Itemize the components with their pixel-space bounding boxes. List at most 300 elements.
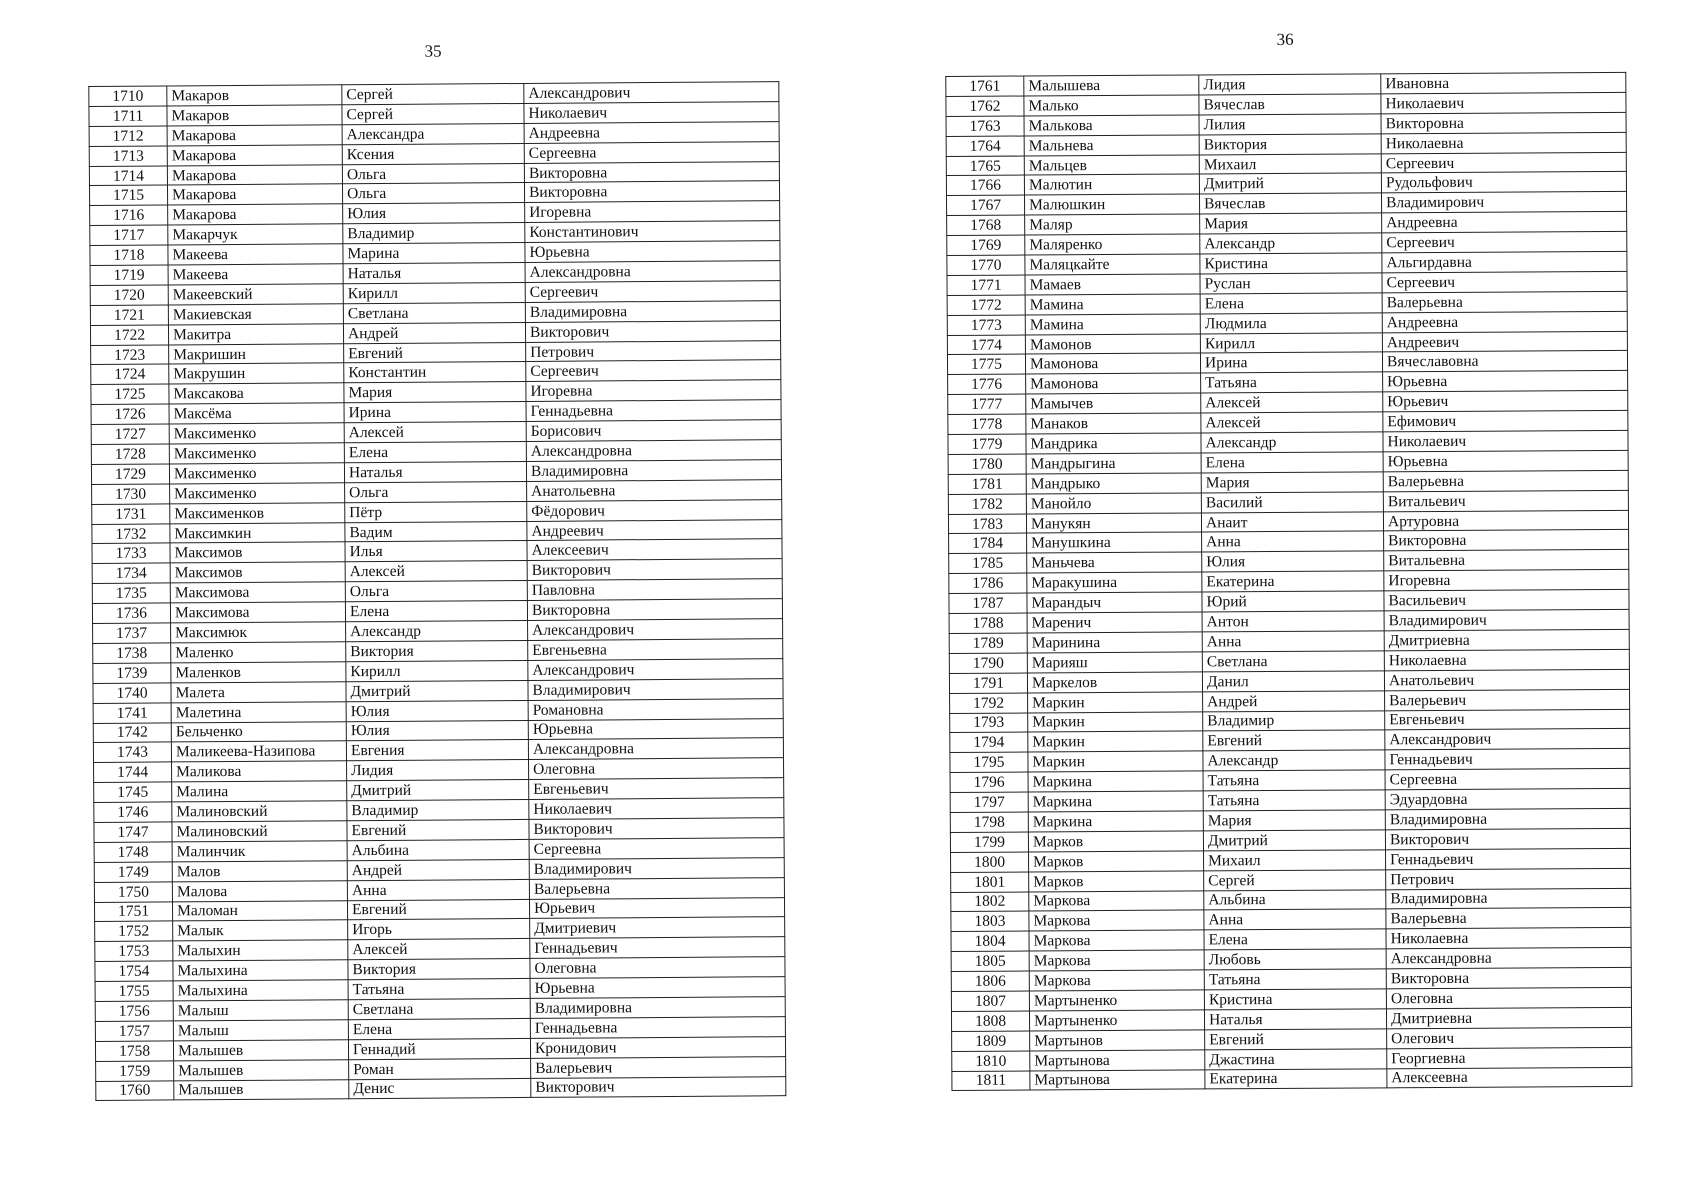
row-number-cell: 1795 (950, 752, 1028, 772)
row-number-cell: 1732 (92, 524, 170, 544)
surname-cell: Малыхина (173, 960, 348, 981)
page-left (88, 39, 785, 1101)
row-number-cell: 1780 (948, 454, 1026, 474)
patronymic-cell: Александрович (1385, 729, 1630, 750)
row-number-cell: 1800 (951, 852, 1029, 872)
surname-cell: Малышев (173, 1039, 348, 1060)
given-name-cell: Сергей (342, 103, 524, 124)
patronymic-cell: Валерьевна (1383, 470, 1628, 491)
row-number-cell: 1793 (950, 713, 1028, 733)
given-name-cell: Ирина (1200, 352, 1382, 373)
given-name-cell: Мария (1200, 213, 1382, 234)
row-number-cell: 1804 (951, 931, 1029, 951)
patronymic-cell: Романовна (528, 698, 783, 720)
patronymic-cell: Геннадьевич (530, 937, 785, 959)
row-number-cell: 1714 (89, 166, 167, 186)
surname-cell: Маньчева (1027, 552, 1202, 573)
row-number-cell: 1736 (92, 603, 170, 623)
patronymic-cell: Валерьевна (1382, 291, 1627, 312)
given-name-cell: Ольга (342, 183, 524, 204)
surname-cell: Маркин (1028, 692, 1203, 713)
row-number-cell: 1725 (91, 384, 169, 404)
surname-cell: Макарова (167, 164, 342, 185)
given-name-cell: Кирилл (1200, 332, 1382, 353)
surname-cell: Манушкина (1027, 532, 1202, 553)
row-number-cell: 1777 (948, 394, 1026, 414)
surname-cell: Макарова (168, 204, 343, 225)
given-name-cell: Елена (1201, 452, 1383, 473)
surname-cell: Маренич (1027, 612, 1202, 633)
given-name-cell: Сергей (1204, 869, 1386, 890)
patronymic-cell: Викторовна (524, 181, 779, 203)
patronymic-cell: Анатольевна (527, 479, 782, 501)
patronymic-cell: Павловна (527, 579, 782, 601)
surname-cell: Маркова (1029, 910, 1204, 931)
patronymic-cell: Геннадьевич (1385, 749, 1630, 770)
surname-cell: Маленко (171, 642, 346, 663)
surname-cell: Максимкин (170, 522, 345, 543)
given-name-cell: Лилия (1199, 114, 1381, 135)
surname-cell: Мамина (1025, 294, 1200, 315)
given-name-cell: Василий (1201, 492, 1383, 513)
given-name-cell: Кирилл (346, 660, 528, 681)
row-number-cell: 1799 (950, 832, 1028, 852)
patronymic-cell: Викторович (529, 818, 784, 840)
surname-cell: Малиновский (172, 801, 347, 822)
surname-cell: Максименко (169, 423, 344, 444)
patronymic-cell: Владимировна (1386, 888, 1631, 909)
patronymic-cell: Геннадьевна (530, 1017, 785, 1039)
row-number-cell: 1762 (946, 96, 1024, 116)
surname-cell: Малышев (174, 1079, 349, 1100)
row-number-cell: 1719 (90, 265, 168, 285)
surname-cell: Мамаев (1025, 274, 1200, 295)
patronymic-cell: Александрович (528, 658, 783, 680)
patronymic-cell: Викторович (1385, 828, 1630, 849)
patronymic-cell: Витальевна (1384, 550, 1629, 571)
row-number-cell: 1755 (95, 981, 173, 1001)
row-number-cell: 1743 (93, 742, 171, 762)
surname-cell: Малыхин (173, 940, 348, 961)
given-name-cell: Виктория (346, 640, 528, 661)
surname-cell: Малинчик (172, 841, 347, 862)
given-name-cell: Денис (349, 1078, 531, 1099)
page-right (945, 28, 1631, 1092)
patronymic-cell: Дмитриевич (530, 917, 785, 939)
surname-cell: Макрушин (169, 363, 344, 384)
row-number-cell: 1744 (94, 762, 172, 782)
surname-cell: Маломан (172, 900, 347, 921)
row-number-cell: 1791 (949, 673, 1027, 693)
surname-cell: Малышев (174, 1059, 349, 1080)
patronymic-cell: Юрьевна (1383, 450, 1628, 471)
row-number-cell: 1811 (952, 1071, 1030, 1091)
surname-cell: Максименко (169, 463, 344, 484)
patronymic-cell: Игоревна (525, 201, 780, 223)
given-name-cell: Юлия (343, 203, 525, 224)
surname-cell: Манукян (1026, 513, 1201, 534)
given-name-cell: Мария (344, 382, 526, 403)
surname-cell: Макитра (168, 323, 343, 344)
patronymic-cell: Андреевна (524, 121, 779, 143)
row-number-cell: 1730 (92, 484, 170, 504)
surname-cell: Марков (1029, 851, 1204, 872)
given-name-cell: Александра (342, 123, 524, 144)
surname-cell: Макарова (167, 125, 342, 146)
patronymic-cell: Александровна (1386, 948, 1631, 969)
given-name-cell: Лидия (347, 760, 529, 781)
patronymic-cell: Олегович (1387, 1027, 1632, 1048)
given-name-cell: Наталья (343, 262, 525, 283)
given-name-cell: Юлия (346, 720, 528, 741)
given-name-cell: Геннадий (348, 1038, 530, 1059)
given-name-cell: Дмитрий (346, 680, 528, 701)
given-name-cell: Алексей (344, 422, 526, 443)
row-number-cell: 1765 (946, 156, 1024, 176)
given-name-cell: Евгений (1205, 1029, 1387, 1050)
surname-cell: Максимюк (171, 622, 346, 643)
given-name-cell: Кирилл (343, 282, 525, 303)
given-name-cell: Виктория (1199, 134, 1381, 155)
given-name-cell: Елена (1200, 293, 1382, 314)
row-number-cell: 1756 (95, 1001, 173, 1021)
given-name-cell: Юрий (1202, 591, 1384, 612)
surname-cell: Малета (171, 681, 346, 702)
given-name-cell: Кристина (1200, 253, 1382, 274)
surname-cell: Мандрика (1026, 433, 1201, 454)
row-number-cell: 1802 (951, 892, 1029, 912)
surname-cell: Маркин (1028, 731, 1203, 752)
given-name-cell: Ольга (342, 163, 524, 184)
given-name-cell: Анна (1202, 631, 1384, 652)
surname-cell: Маркина (1028, 771, 1203, 792)
given-name-cell: Андрей (347, 859, 529, 880)
surname-cell: Мартыненко (1029, 990, 1204, 1011)
row-number-cell: 1763 (946, 116, 1024, 136)
surname-cell: Мамонова (1025, 353, 1200, 374)
row-number-cell: 1737 (93, 623, 171, 643)
row-number-cell: 1713 (89, 146, 167, 166)
given-name-cell: Елена (345, 601, 527, 622)
patronymic-cell: Сергеевич (1382, 231, 1627, 252)
patronymic-cell: Рудольфович (1381, 172, 1626, 193)
row-number-cell: 1754 (95, 961, 173, 981)
given-name-cell: Светлана (348, 998, 530, 1019)
surname-cell: Малыш (173, 1020, 348, 1041)
row-number-cell: 1806 (951, 971, 1029, 991)
patronymic-cell: Александрович (528, 619, 783, 641)
patronymic-cell: Сергеевич (526, 360, 781, 382)
given-name-cell: Дмитрий (1199, 173, 1381, 194)
patronymic-cell: Геннадьевич (1386, 848, 1631, 869)
row-number-cell: 1797 (950, 792, 1028, 812)
patronymic-cell: Владимировна (526, 460, 781, 482)
given-name-cell: Дмитрий (1203, 830, 1385, 851)
row-number-cell: 1784 (949, 533, 1027, 553)
patronymic-cell: Олеговна (1386, 987, 1631, 1008)
row-number-cell: 1731 (92, 504, 170, 524)
given-name-cell: Мария (1201, 472, 1383, 493)
surname-cell: Малькова (1024, 115, 1199, 136)
given-name-cell: Татьяна (348, 979, 530, 1000)
given-name-cell: Альбина (347, 839, 529, 860)
surname-cell: Мальнева (1024, 135, 1199, 156)
surname-cell: Малыхина (173, 980, 348, 1001)
row-number-cell: 1724 (91, 364, 169, 384)
given-name-cell: Татьяна (1201, 372, 1383, 393)
surname-cell: Маликеева-Назипова (171, 741, 346, 762)
surname-cell: Малов (172, 860, 347, 881)
surname-cell: Малык (173, 920, 348, 941)
row-number-cell: 1786 (949, 573, 1027, 593)
patronymic-cell: Владимировна (530, 997, 785, 1019)
surname-cell: Максимова (170, 582, 345, 603)
given-name-cell: Наталья (1204, 1009, 1386, 1030)
patronymic-cell: Викторовна (527, 599, 782, 621)
patronymic-cell: Валерьевна (1386, 908, 1631, 929)
patronymic-cell: Андреевич (1382, 331, 1627, 352)
patronymic-cell: Валерьевич (531, 1056, 786, 1078)
patronymic-cell: Кронидович (530, 1036, 785, 1058)
given-name-cell: Алексей (1201, 412, 1383, 433)
patronymic-cell: Алексеевна (1387, 1067, 1632, 1088)
row-number-cell: 1758 (95, 1041, 173, 1061)
row-number-cell: 1729 (91, 464, 169, 484)
patronymic-cell: Викторовна (1386, 967, 1631, 988)
patronymic-cell: Сергеевич (525, 281, 780, 303)
given-name-cell: Дмитрий (347, 780, 529, 801)
row-number-cell: 1809 (952, 1031, 1030, 1051)
patronymic-cell: Викторович (527, 559, 782, 581)
given-name-cell: Алексей (345, 561, 527, 582)
given-name-cell: Евгений (1203, 730, 1385, 751)
patronymic-cell: Олеговна (530, 957, 785, 979)
row-number-cell: 1796 (950, 772, 1028, 792)
surname-cell: Бельченко (171, 721, 346, 742)
surname-cell: Максимов (170, 542, 345, 563)
row-number-cell: 1716 (90, 205, 168, 225)
surname-cell: Маракушина (1027, 572, 1202, 593)
patronymic-cell: Игоревна (1384, 570, 1629, 591)
given-name-cell: Владимир (343, 223, 525, 244)
given-name-cell: Анна (347, 879, 529, 900)
given-name-cell: Кристина (1204, 989, 1386, 1010)
patronymic-cell: Георгиевна (1387, 1047, 1632, 1068)
given-name-cell: Людмила (1200, 313, 1382, 334)
patronymic-cell: Эдуардовна (1385, 788, 1630, 809)
given-name-cell: Любовь (1204, 949, 1386, 970)
surname-cell: Мальцев (1024, 155, 1199, 176)
surname-cell: Макарова (167, 184, 342, 205)
patronymic-cell: Юрьевич (1383, 391, 1628, 412)
surname-cell: Маленков (171, 662, 346, 683)
surname-cell: Макеева (168, 264, 343, 285)
given-name-cell: Елена (348, 1018, 530, 1039)
row-number-cell: 1801 (951, 872, 1029, 892)
given-name-cell: Вячеслав (1199, 94, 1381, 115)
surname-cell: Марандыч (1027, 592, 1202, 613)
given-name-cell: Мария (1203, 810, 1385, 831)
patronymic-cell: Александрович (524, 82, 779, 104)
given-name-cell: Андрей (343, 322, 525, 343)
patronymic-cell: Владимировна (1385, 808, 1630, 829)
patronymic-cell: Сергеевич (1381, 152, 1626, 173)
surname-cell: Маляр (1025, 214, 1200, 235)
row-number-cell: 1751 (94, 901, 172, 921)
given-name-cell: Наталья (344, 461, 526, 482)
row-number-cell: 1740 (93, 683, 171, 703)
surname-cell: Малина (172, 781, 347, 802)
patronymic-cell: Николаевич (524, 102, 779, 124)
row-number-cell: 1733 (92, 543, 170, 563)
row-number-cell: 1738 (93, 643, 171, 663)
surname-cell: Макаров (167, 105, 342, 126)
row-number-cell: 1779 (948, 434, 1026, 454)
patronymic-cell: Артуровна (1383, 510, 1628, 531)
surname-cell: Мандрыко (1026, 473, 1201, 494)
surname-cell: Мартынова (1030, 1050, 1205, 1071)
patronymic-cell: Юрьевна (525, 241, 780, 263)
row-number-cell: 1750 (94, 882, 172, 902)
given-name-cell: Роман (349, 1058, 531, 1079)
surname-cell: Маркина (1028, 791, 1203, 812)
row-number-cell: 1741 (93, 703, 171, 723)
surname-cell: Мандрыгина (1026, 453, 1201, 474)
row-number-cell: 1718 (90, 245, 168, 265)
given-name-cell: Александр (1203, 750, 1385, 771)
patronymic-cell: Викторовна (524, 161, 779, 183)
patronymic-cell: Владимирович (529, 857, 784, 879)
surname-cell: Макеева (168, 244, 343, 265)
surname-cell: Мартыненко (1029, 1010, 1204, 1031)
given-name-cell: Татьяна (1203, 770, 1385, 791)
given-name-cell: Евгений (347, 899, 529, 920)
surname-cell: Маркова (1029, 890, 1204, 911)
row-number-cell: 1808 (951, 1011, 1029, 1031)
patronymic-cell: Владимирович (1381, 192, 1626, 213)
patronymic-cell: Алексеевич (527, 539, 782, 561)
given-name-cell: Алексей (348, 939, 530, 960)
patronymic-cell: Александровна (525, 261, 780, 283)
given-name-cell: Альбина (1204, 889, 1386, 910)
row-number-cell: 1715 (89, 185, 167, 205)
surname-cell: Малютин (1024, 174, 1199, 195)
patronymic-cell: Николаевна (1381, 132, 1626, 153)
surname-cell: Маринина (1027, 632, 1202, 653)
given-name-cell: Александр (1201, 432, 1383, 453)
surname-cell: Максименко (170, 483, 345, 504)
given-name-cell: Екатерина (1205, 1068, 1387, 1089)
given-name-cell: Елена (1204, 929, 1386, 950)
page-number: 36 (1276, 29, 1294, 49)
surname-cell: Маркова (1029, 970, 1204, 991)
patronymic-cell: Андреевна (1382, 212, 1627, 233)
patronymic-cell: Петрович (526, 340, 781, 362)
patronymic-cell: Дмитриевна (1384, 629, 1629, 650)
row-number-cell: 1764 (946, 136, 1024, 156)
patronymic-cell: Анатольевич (1384, 669, 1629, 690)
given-name-cell: Александр (346, 620, 528, 641)
patronymic-cell: Константинович (525, 221, 780, 243)
row-number-cell: 1723 (91, 345, 169, 365)
patronymic-cell: Ивановна (1381, 72, 1626, 93)
row-number-cell: 1712 (89, 126, 167, 146)
given-name-cell: Сергей (342, 83, 524, 104)
roster-table (88, 81, 786, 1101)
row-number-cell: 1710 (89, 86, 167, 106)
row-number-cell: 1768 (947, 215, 1025, 235)
row-number-cell: 1742 (93, 722, 171, 742)
patronymic-cell: Викторовна (1384, 530, 1629, 551)
patronymic-cell: Евгеньевич (1385, 709, 1630, 730)
given-name-cell: Пётр (345, 501, 527, 522)
given-name-cell: Вячеслав (1199, 193, 1381, 214)
given-name-cell: Евгений (347, 819, 529, 840)
patronymic-cell: Сергеевич (1382, 271, 1627, 292)
given-name-cell: Анаит (1201, 511, 1383, 532)
row-number-cell: 1753 (95, 941, 173, 961)
row-number-cell: 1774 (947, 335, 1025, 355)
row-number-cell: 1789 (949, 633, 1027, 653)
given-name-cell: Екатерина (1202, 571, 1384, 592)
surname-cell: Максименко (169, 443, 344, 464)
patronymic-cell: Николаевич (1381, 92, 1626, 113)
row-number-cell: 1788 (949, 613, 1027, 633)
patronymic-cell: Ефимович (1383, 410, 1628, 431)
row-number-cell: 1803 (951, 911, 1029, 931)
given-name-cell: Ксения (342, 143, 524, 164)
row-number-cell: 1752 (95, 921, 173, 941)
surname-cell: Макришин (169, 343, 344, 364)
row-number-cell: 1782 (948, 494, 1026, 514)
row-number-cell: 1776 (948, 374, 1026, 394)
patronymic-cell: Фёдорович (527, 499, 782, 521)
surname-cell: Манаков (1026, 413, 1201, 434)
row-number-cell: 1766 (946, 175, 1024, 195)
patronymic-cell: Сергеевна (524, 141, 779, 163)
given-name-cell: Владимир (1203, 710, 1385, 731)
given-name-cell: Юлия (346, 700, 528, 721)
given-name-cell: Светлана (343, 302, 525, 323)
surname-cell: Макиевская (168, 304, 343, 325)
row-number-cell: 1770 (947, 255, 1025, 275)
given-name-cell: Андрей (1203, 690, 1385, 711)
row-number-cell: 1769 (947, 235, 1025, 255)
row-number-cell: 1772 (947, 295, 1025, 315)
row-number-cell: 1785 (949, 553, 1027, 573)
row-number-cell: 1810 (952, 1051, 1030, 1071)
surname-cell: Малько (1024, 95, 1199, 116)
row-number-cell: 1735 (92, 583, 170, 603)
surname-cell: Максимов (170, 562, 345, 583)
row-number-cell: 1726 (91, 404, 169, 424)
row-number-cell: 1794 (950, 732, 1028, 752)
row-number-cell: 1759 (96, 1061, 174, 1081)
row-number-cell: 1787 (949, 593, 1027, 613)
surname-cell: Манойло (1026, 493, 1201, 514)
row-number-cell: 1805 (951, 951, 1029, 971)
row-number-cell: 1773 (947, 315, 1025, 335)
patronymic-cell: Игоревна (526, 380, 781, 402)
row-number-cell: 1739 (93, 663, 171, 683)
row-number-cell: 1728 (91, 444, 169, 464)
surname-cell: Мамонов (1025, 334, 1200, 355)
surname-cell: Максакова (169, 383, 344, 404)
surname-cell: Малышева (1024, 75, 1199, 96)
surname-cell: Малыш (173, 1000, 348, 1021)
row-number-cell: 1747 (94, 822, 172, 842)
row-number-cell: 1745 (94, 782, 172, 802)
